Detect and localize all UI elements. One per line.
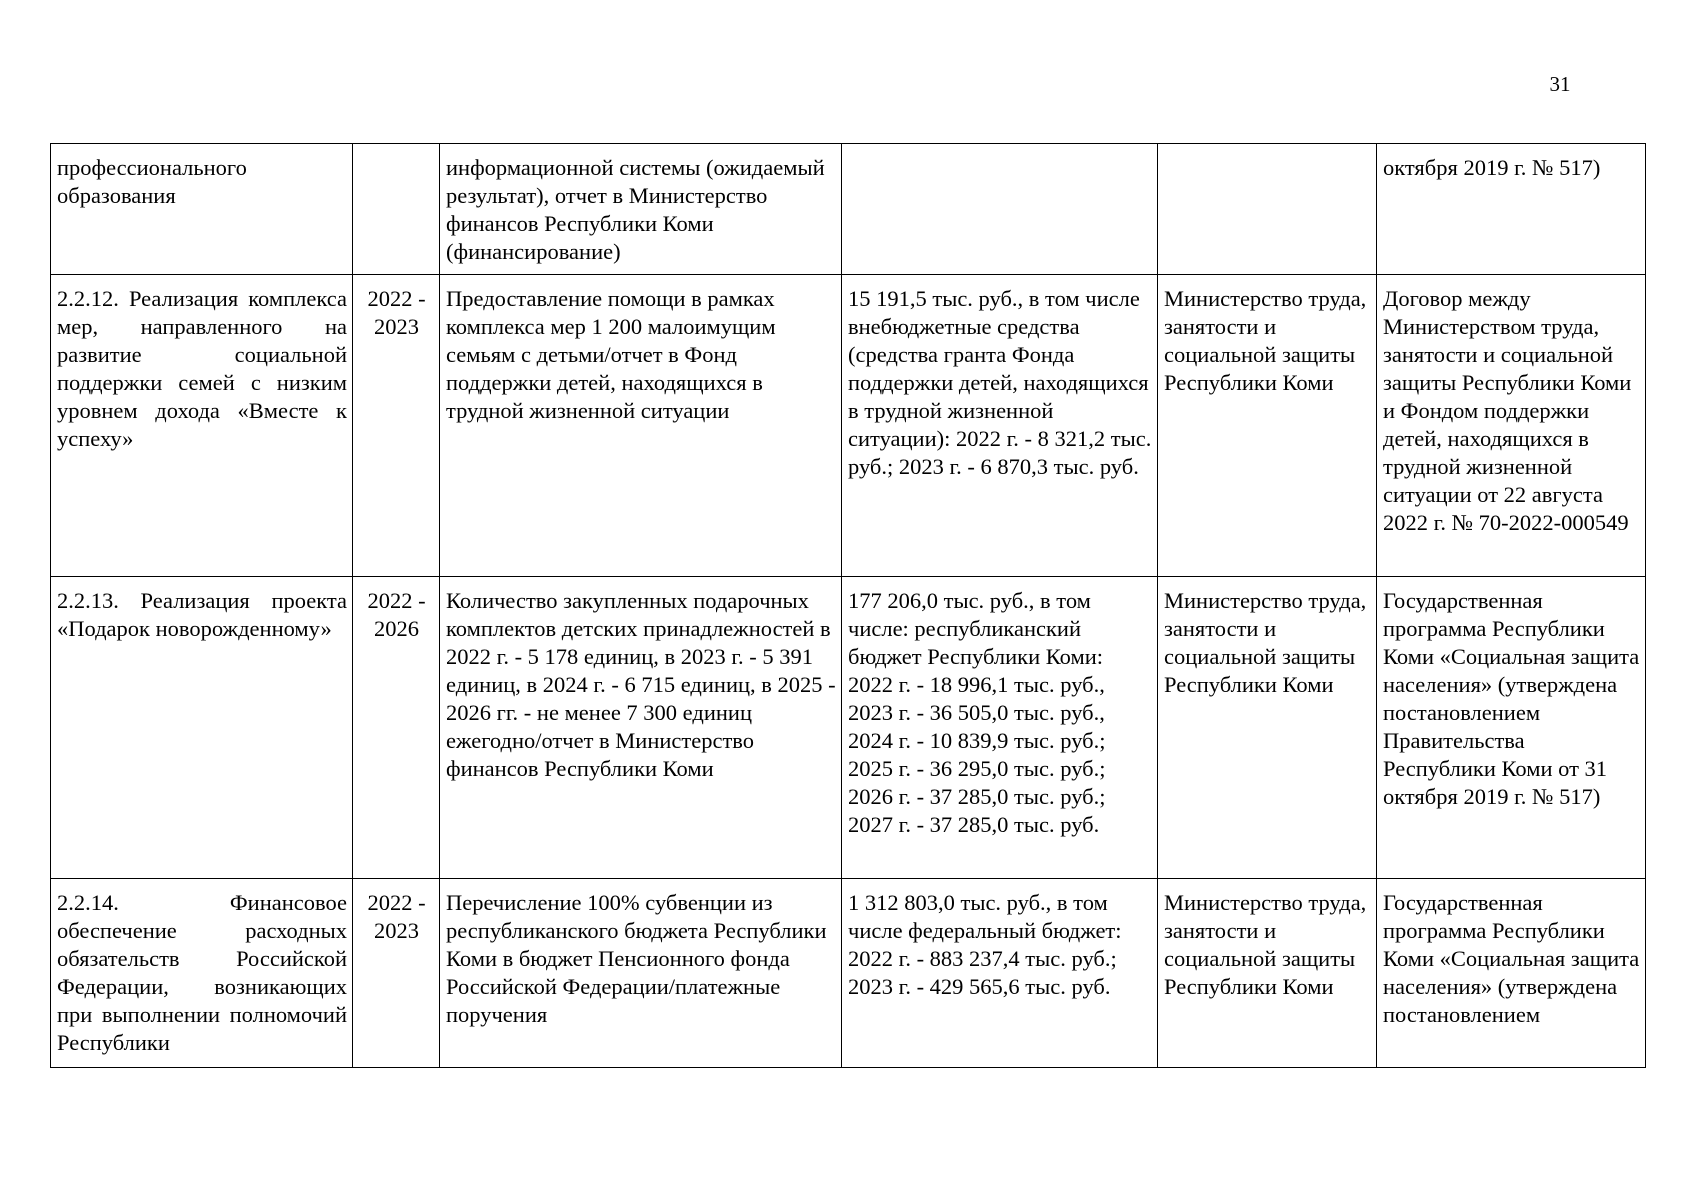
table-row [51, 275, 1646, 577]
basis-cell: Договор между Министерством труда, занятости и социальной защиты Республики Коми и Фондом поддержки детей, находящихся в трудной жизненной ситуации от 22 августа 2022 г. № 70-2022-000549 [1377, 275, 1646, 577]
table-row [51, 879, 1646, 1068]
basis-cell: Государственная программа Республики Коми «Социальная защита населения» (утверждена постановлением Правительства Республики Коми от 31 октября 2019 г. № 517) [1377, 577, 1646, 879]
page-number: 31 [1549, 72, 1571, 96]
term-cell: 2022 - 2026 [353, 577, 440, 879]
executor-cell: Министерство труда, занятости и социальной защиты Республики Коми [1158, 879, 1377, 1068]
funding-cell: 177 206,0 тыс. руб., в том числе: республиканский бюджет Республики Коми: 2022 г. - 18 996,1 тыс. руб., 2023 г. - 36 505,0 тыс. руб., 2024 г. - 10 839,9 тыс. руб.; 2025 г. - 36 295,0 тыс. руб.; 2026 г. - 37 285,0 тыс. руб.; 2027 г. - 37 285,0 тыс. руб. [842, 577, 1158, 879]
measure-title-cell: 2.2.12. Реализация комплекса мер, направленного на развитие социальной поддержки семей с низким уровнем дохода «Вместе к успеху» [51, 275, 353, 577]
basis-cell: октября 2019 г. № 517) [1377, 144, 1646, 275]
measure-title-cell: профессионального образования [51, 144, 353, 275]
result-cell: информационной системы (ожидаемый результат), отчет в Министерство финансов Республики Коми (финансирование) [440, 144, 842, 275]
table-row [51, 144, 1646, 275]
executor-cell: Министерство труда, занятости и социальной защиты Республики Коми [1158, 577, 1377, 879]
term-cell [353, 144, 440, 275]
measures-table [50, 143, 1646, 1068]
measure-title-cell: 2.2.14. Финансовое обеспечение расходных обязательств Российской Федерации, возникающих при выполнении полномочий Республики [51, 879, 353, 1068]
executor-cell [1158, 144, 1377, 275]
measure-title-cell: 2.2.13. Реализация проекта «Подарок новорожденному» [51, 577, 353, 879]
result-cell: Количество закупленных подарочных комплектов детских принадлежностей в 2022 г. - 5 178 единиц, в 2023 г. - 5 391 единиц, в 2024 г. - 6 715 единиц, в 2025 - 2026 гг. - не менее 7 300 единиц ежегодно/отчет в Министерство финансов Республики Коми [440, 577, 842, 879]
table-row [51, 577, 1646, 879]
term-cell: 2022 - 2023 [353, 879, 440, 1068]
funding-cell [842, 144, 1158, 275]
term-cell: 2022 - 2023 [353, 275, 440, 577]
funding-cell: 15 191,5 тыс. руб., в том числе внебюджетные средства (средства гранта Фонда поддержки детей, находящихся в трудной жизненной ситуации): 2022 г. - 8 321,2 тыс. руб.; 2023 г. - 6 870,3 тыс. руб. [842, 275, 1158, 577]
basis-cell: Государственная программа Республики Коми «Социальная защита населения» (утверждена постановлением [1377, 879, 1646, 1068]
result-cell: Предоставление помощи в рамках комплекса мер 1 200 малоимущим семьям с детьми/отчет в Фонд поддержки детей, находящихся в трудной жизненной ситуации [440, 275, 842, 577]
result-cell: Перечисление 100% субвенции из республиканского бюджета Республики Коми в бюджет Пенсионного фонда Российской Федерации/платежные поручения [440, 879, 842, 1068]
funding-cell: 1 312 803,0 тыс. руб., в том числе федеральный бюджет: 2022 г. - 883 237,4 тыс. руб.; 2023 г. - 429 565,6 тыс. руб. [842, 879, 1158, 1068]
executor-cell: Министерство труда, занятости и социальной защиты Республики Коми [1158, 275, 1377, 577]
